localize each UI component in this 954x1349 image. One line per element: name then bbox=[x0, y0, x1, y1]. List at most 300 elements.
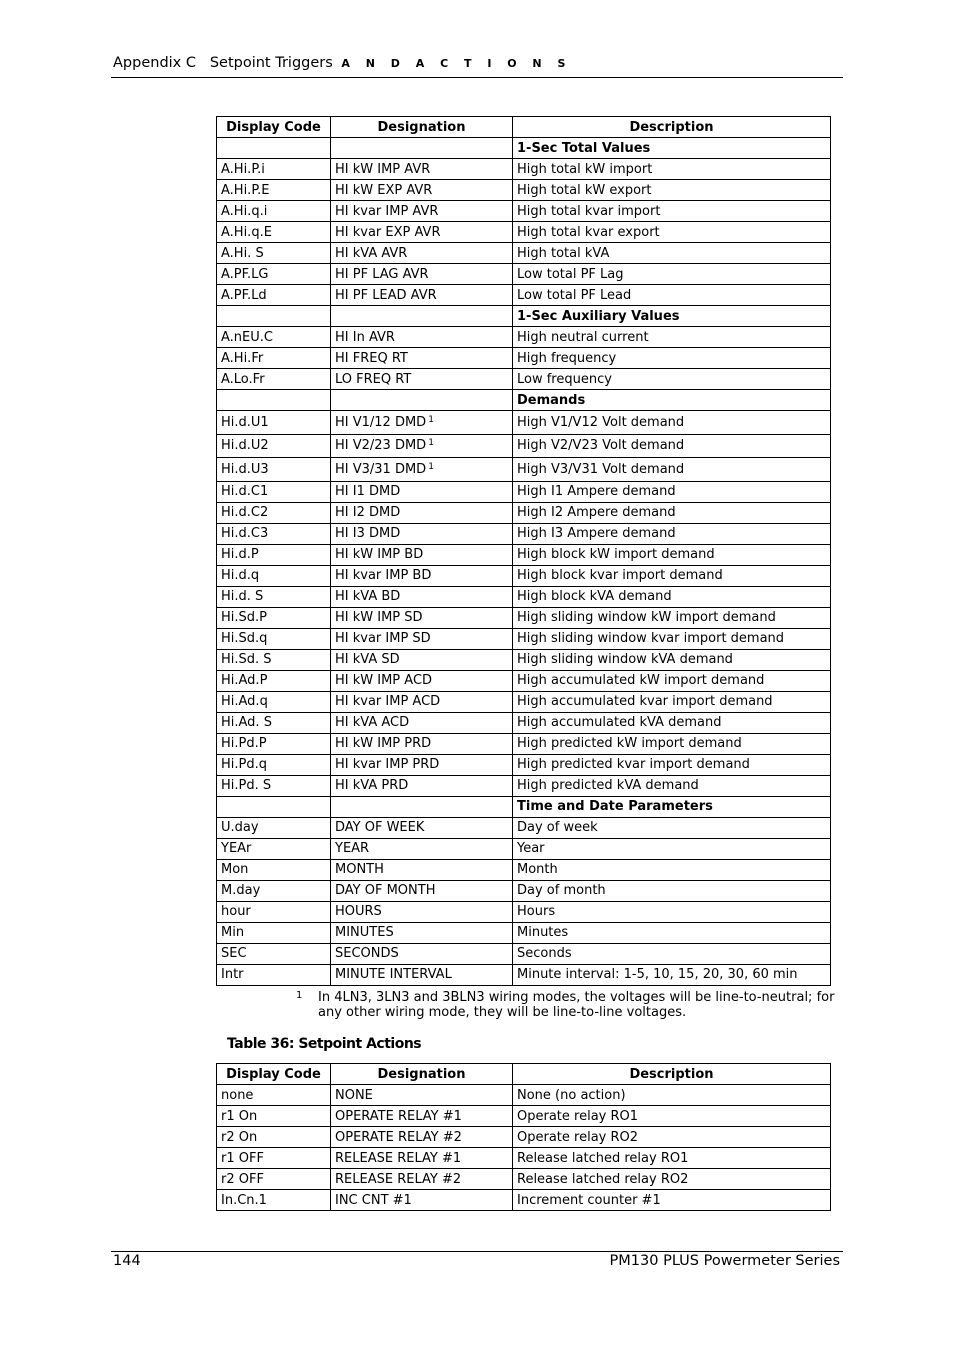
description-cell-text: Release latched relay RO2 bbox=[517, 1171, 689, 1187]
description-cell-text: High sliding window kW import demand bbox=[517, 610, 776, 625]
description-cell bbox=[513, 565, 831, 586]
description-cell bbox=[513, 458, 831, 482]
display-code-cell-text: Hi.Pd.q bbox=[221, 757, 267, 772]
designation-cell-text: HI V2/23 DMD bbox=[335, 438, 427, 454]
description-cell bbox=[513, 670, 831, 691]
table-row bbox=[217, 922, 831, 943]
description-cell-text: High V1/V12 Volt demand bbox=[517, 414, 685, 430]
display-code-cell-text: A.PF.LG bbox=[221, 266, 269, 282]
table-row bbox=[217, 817, 831, 838]
description-cell-text: High V2/V23 Volt demand bbox=[517, 438, 685, 454]
description-cell-text: High I2 Ampere demand bbox=[517, 505, 676, 520]
display-code-cell bbox=[217, 180, 331, 201]
footnote-mark: 1 bbox=[296, 990, 303, 1001]
table-row bbox=[217, 523, 831, 544]
display-code-cell-text: Hi.d.C2 bbox=[221, 505, 269, 520]
description-cell bbox=[513, 348, 831, 369]
display-code-cell bbox=[217, 628, 331, 649]
header-rule bbox=[111, 77, 843, 78]
designation-cell bbox=[331, 775, 513, 796]
display-code-cell bbox=[217, 411, 331, 435]
display-code-cell-text: A.Lo.Fr bbox=[221, 371, 265, 387]
description-cell-text: High accumulated kvar import demand bbox=[517, 694, 773, 709]
display-code-cell-text: Hi.d. S bbox=[221, 589, 264, 604]
display-code-cell bbox=[217, 1127, 331, 1148]
footnote bbox=[296, 990, 841, 1020]
designation-cell bbox=[331, 1127, 513, 1148]
designation-cell bbox=[331, 964, 513, 985]
description-cell bbox=[513, 796, 831, 817]
designation-cell-text: INC CNT #1 bbox=[335, 1192, 412, 1208]
designation-cell bbox=[331, 754, 513, 775]
display-code-cell-text: A.Hi. S bbox=[221, 245, 264, 261]
description-cell-text: High sliding window kvar import demand bbox=[517, 631, 785, 646]
description-cell bbox=[513, 544, 831, 565]
description-cell-text: Demands bbox=[517, 392, 586, 408]
designation-cell bbox=[331, 306, 513, 327]
display-code-cell-text: Mon bbox=[221, 862, 249, 877]
designation-cell bbox=[331, 523, 513, 544]
table-row bbox=[217, 481, 831, 502]
display-code-cell-text: Hi.d.C3 bbox=[221, 526, 269, 541]
designation-cell bbox=[331, 838, 513, 859]
description-cell bbox=[513, 327, 831, 348]
display-code-cell bbox=[217, 796, 331, 817]
designation-cell bbox=[331, 670, 513, 691]
designation-cell bbox=[331, 434, 513, 458]
designation-cell bbox=[331, 628, 513, 649]
designation-cell-text: HI kVA SD bbox=[335, 652, 400, 667]
description-cell bbox=[513, 628, 831, 649]
table-row bbox=[217, 243, 831, 264]
designation-cell bbox=[331, 1169, 513, 1190]
description-cell-text: High total kW export bbox=[517, 182, 652, 198]
display-code-cell bbox=[217, 859, 331, 880]
description-cell bbox=[513, 775, 831, 796]
description-cell bbox=[513, 649, 831, 670]
description-cell-text: None (no action) bbox=[517, 1087, 626, 1103]
display-code-cell-text: hour bbox=[221, 904, 251, 919]
description-cell bbox=[513, 306, 831, 327]
table-row bbox=[217, 586, 831, 607]
footnote-ref: 1 bbox=[428, 438, 434, 449]
display-code-cell-text: A.Hi.P.i bbox=[221, 161, 265, 177]
designation-cell-text: DAY OF MONTH bbox=[335, 883, 436, 898]
designation-cell-text: HI kW IMP PRD bbox=[335, 736, 432, 751]
section-row bbox=[217, 138, 831, 159]
section-row bbox=[217, 796, 831, 817]
display-code-cell-text: YEAr bbox=[221, 841, 252, 856]
display-code-cell bbox=[217, 502, 331, 523]
designation-cell bbox=[331, 880, 513, 901]
display-code-cell-text: A.Hi.q.i bbox=[221, 203, 268, 219]
description-cell-text: High I1 Ampere demand bbox=[517, 484, 676, 499]
display-code-cell-text: Hi.d.q bbox=[221, 568, 260, 583]
designation-cell-text: SECONDS bbox=[335, 946, 399, 961]
display-code-cell bbox=[217, 1190, 331, 1211]
description-cell bbox=[513, 1169, 831, 1190]
designation-cell bbox=[331, 922, 513, 943]
display-code-cell bbox=[217, 458, 331, 482]
display-code-cell bbox=[217, 306, 331, 327]
display-code-cell bbox=[217, 586, 331, 607]
designation-cell bbox=[331, 901, 513, 922]
table-row bbox=[217, 502, 831, 523]
display-code-cell-text: Hi.Sd. S bbox=[221, 652, 272, 667]
description-cell-text: Month bbox=[517, 862, 558, 877]
display-code-cell-text: M.day bbox=[221, 883, 261, 898]
description-cell bbox=[513, 434, 831, 458]
description-cell bbox=[513, 691, 831, 712]
designation-cell bbox=[331, 180, 513, 201]
description-cell bbox=[513, 523, 831, 544]
table-row bbox=[217, 838, 831, 859]
description-cell bbox=[513, 180, 831, 201]
table-row bbox=[217, 1190, 831, 1211]
designation-cell-text: RELEASE RELAY #1 bbox=[335, 1150, 462, 1166]
description-cell bbox=[513, 201, 831, 222]
footnote-text: In 4LN3, 3LN3 and 3BLN3 wiring modes, the voltages will be line-to-neutral; for any other wiring mode, they will be line-to-line voltages. bbox=[318, 990, 835, 1020]
column-header-display-code: Display Code bbox=[217, 1064, 331, 1085]
display-code-cell-text: r1 On bbox=[221, 1108, 258, 1124]
display-code-cell bbox=[217, 327, 331, 348]
table-row bbox=[217, 607, 831, 628]
designation-cell-text: HI PF LAG AVR bbox=[335, 266, 429, 282]
table-row bbox=[217, 628, 831, 649]
designation-cell bbox=[331, 285, 513, 306]
designation-cell bbox=[331, 159, 513, 180]
description-cell-text: Seconds bbox=[517, 946, 572, 961]
table-row bbox=[217, 859, 831, 880]
display-code-cell-text: Hi.Pd.P bbox=[221, 736, 267, 751]
display-code-cell-text: Hi.Sd.q bbox=[221, 631, 268, 646]
description-cell bbox=[513, 481, 831, 502]
display-code-cell-text: A.Hi.q.E bbox=[221, 224, 272, 240]
table-row bbox=[217, 201, 831, 222]
designation-cell-text: YEAR bbox=[335, 841, 370, 856]
designation-cell bbox=[331, 502, 513, 523]
designation-cell-text: DAY OF WEEK bbox=[335, 820, 425, 835]
description-cell-text: High predicted kW import demand bbox=[517, 736, 742, 751]
designation-cell bbox=[331, 243, 513, 264]
display-code-cell bbox=[217, 369, 331, 390]
designation-cell-text: HI kW EXP AVR bbox=[335, 182, 433, 198]
display-code-cell-text: In.Cn.1 bbox=[221, 1192, 267, 1208]
description-cell-text: High frequency bbox=[517, 350, 617, 366]
designation-cell-text: HI FREQ RT bbox=[335, 350, 408, 366]
designation-cell-text: HI kvar IMP BD bbox=[335, 568, 432, 583]
table-row bbox=[217, 544, 831, 565]
table-row bbox=[217, 880, 831, 901]
description-cell bbox=[513, 159, 831, 180]
designation-cell-text: HI kvar EXP AVR bbox=[335, 224, 441, 240]
display-code-cell bbox=[217, 775, 331, 796]
display-code-cell-text: r1 OFF bbox=[221, 1150, 264, 1166]
designation-cell-text: HI kvar IMP ACD bbox=[335, 694, 441, 709]
designation-cell-text: HI kvar IMP AVR bbox=[335, 203, 439, 219]
description-cell bbox=[513, 1190, 831, 1211]
designation-cell bbox=[331, 712, 513, 733]
description-cell-text: High block kvar import demand bbox=[517, 568, 723, 583]
designation-cell-text: HI I3 DMD bbox=[335, 526, 401, 541]
designation-cell bbox=[331, 327, 513, 348]
designation-cell bbox=[331, 859, 513, 880]
description-cell bbox=[513, 138, 831, 159]
description-cell-text: Increment counter #1 bbox=[517, 1192, 661, 1208]
designation-cell-text: HI I1 DMD bbox=[335, 484, 401, 499]
display-code-cell-text: Min bbox=[221, 925, 245, 940]
description-cell-text: Year bbox=[517, 841, 545, 856]
description-cell-text: High V3/V31 Volt demand bbox=[517, 461, 685, 477]
designation-cell bbox=[331, 458, 513, 482]
description-cell-text: High accumulated kVA demand bbox=[517, 715, 722, 730]
table-row bbox=[217, 733, 831, 754]
display-code-cell bbox=[217, 201, 331, 222]
table-row bbox=[217, 1085, 831, 1106]
display-code-cell-text: Hi.d.P bbox=[221, 547, 259, 562]
description-cell-text: Operate relay RO1 bbox=[517, 1108, 639, 1124]
display-code-cell-text: Hi.Ad.P bbox=[221, 673, 268, 688]
display-code-cell bbox=[217, 481, 331, 502]
designation-cell-text: RELEASE RELAY #2 bbox=[335, 1171, 462, 1187]
description-cell-text: Operate relay RO2 bbox=[517, 1129, 639, 1145]
designation-cell-text: HI kVA PRD bbox=[335, 778, 409, 793]
designation-cell bbox=[331, 1085, 513, 1106]
description-cell-text: 1-Sec Auxiliary Values bbox=[517, 308, 680, 324]
display-code-cell bbox=[217, 434, 331, 458]
table-row bbox=[217, 964, 831, 985]
table-caption: Table 36: Setpoint Actions bbox=[227, 1036, 422, 1052]
description-cell bbox=[513, 1148, 831, 1169]
display-code-cell bbox=[217, 523, 331, 544]
table-header-row bbox=[217, 117, 831, 138]
display-code-cell bbox=[217, 901, 331, 922]
display-code-cell-text: Hi.Ad.q bbox=[221, 694, 268, 709]
display-code-cell bbox=[217, 565, 331, 586]
display-code-cell bbox=[217, 285, 331, 306]
setpoint-triggers-table bbox=[216, 116, 831, 986]
display-code-cell-text: Intr bbox=[221, 967, 244, 982]
description-cell-text: High total kVA bbox=[517, 245, 610, 261]
description-cell-text: High I3 Ampere demand bbox=[517, 526, 676, 541]
display-code-cell-text: r2 On bbox=[221, 1129, 258, 1145]
designation-cell bbox=[331, 390, 513, 411]
table-header-row bbox=[217, 1064, 831, 1085]
designation-cell bbox=[331, 369, 513, 390]
designation-cell-text: HI kVA BD bbox=[335, 589, 401, 604]
description-cell-text: Day of month bbox=[517, 883, 606, 898]
display-code-cell bbox=[217, 390, 331, 411]
description-cell-text: High block kW import demand bbox=[517, 547, 715, 562]
table-row bbox=[217, 434, 831, 458]
designation-cell-text: HI In AVR bbox=[335, 329, 395, 345]
description-cell bbox=[513, 285, 831, 306]
column-header-description: Description bbox=[513, 117, 831, 138]
designation-cell bbox=[331, 222, 513, 243]
designation-cell bbox=[331, 733, 513, 754]
column-header-display-code: Display Code bbox=[217, 117, 331, 138]
description-cell bbox=[513, 859, 831, 880]
display-code-cell bbox=[217, 607, 331, 628]
display-code-cell bbox=[217, 1169, 331, 1190]
description-cell-text: Day of week bbox=[517, 820, 598, 835]
display-code-cell bbox=[217, 649, 331, 670]
table-row bbox=[217, 348, 831, 369]
designation-cell bbox=[331, 481, 513, 502]
table-row bbox=[217, 901, 831, 922]
display-code-cell bbox=[217, 1148, 331, 1169]
footnote-ref: 1 bbox=[428, 461, 434, 472]
description-cell bbox=[513, 754, 831, 775]
page-header bbox=[113, 55, 571, 71]
designation-cell bbox=[331, 264, 513, 285]
display-code-cell-text: r2 OFF bbox=[221, 1171, 264, 1187]
table-row bbox=[217, 565, 831, 586]
description-cell bbox=[513, 1127, 831, 1148]
description-cell bbox=[513, 264, 831, 285]
page-number: 144 bbox=[113, 1253, 141, 1269]
designation-cell bbox=[331, 817, 513, 838]
description-cell bbox=[513, 964, 831, 985]
footer-rule bbox=[111, 1251, 843, 1252]
designation-cell-text: HI kVA AVR bbox=[335, 245, 408, 261]
display-code-cell bbox=[217, 243, 331, 264]
designation-cell-text: HI kW IMP ACD bbox=[335, 673, 433, 688]
setpoint-actions-table bbox=[216, 1063, 831, 1211]
description-cell bbox=[513, 1106, 831, 1127]
display-code-cell-text: none bbox=[221, 1087, 254, 1103]
display-code-cell bbox=[217, 348, 331, 369]
display-code-cell bbox=[217, 880, 331, 901]
display-code-cell-text: Hi.d.U2 bbox=[221, 438, 269, 454]
designation-cell bbox=[331, 138, 513, 159]
table-row bbox=[217, 327, 831, 348]
designation-cell bbox=[331, 1148, 513, 1169]
table-row bbox=[217, 1169, 831, 1190]
designation-cell-text: HI kvar IMP SD bbox=[335, 631, 431, 646]
display-code-cell-text: Hi.d.C1 bbox=[221, 484, 269, 499]
designation-cell-text: HI kW IMP AVR bbox=[335, 161, 431, 177]
display-code-cell-text: Hi.Sd.P bbox=[221, 610, 267, 625]
description-cell bbox=[513, 1085, 831, 1106]
display-code-cell bbox=[217, 670, 331, 691]
table-row bbox=[217, 159, 831, 180]
description-cell bbox=[513, 586, 831, 607]
description-cell bbox=[513, 390, 831, 411]
header-title: Setpoint Triggers bbox=[209, 55, 333, 71]
designation-cell-text: MONTH bbox=[335, 862, 384, 877]
display-code-cell-text: A.nEU.C bbox=[221, 329, 273, 345]
description-cell bbox=[513, 733, 831, 754]
table-row bbox=[217, 691, 831, 712]
table-row bbox=[217, 180, 831, 201]
product-series: PM130 PLUS Powermeter Series bbox=[609, 1253, 840, 1269]
display-code-cell bbox=[217, 922, 331, 943]
designation-cell-text: HI kW IMP SD bbox=[335, 610, 423, 625]
display-code-cell bbox=[217, 1085, 331, 1106]
display-code-cell-text: SEC bbox=[221, 946, 247, 961]
description-cell bbox=[513, 502, 831, 523]
description-cell bbox=[513, 880, 831, 901]
designation-cell-text: HI kvar IMP PRD bbox=[335, 757, 440, 772]
designation-cell bbox=[331, 649, 513, 670]
designation-cell bbox=[331, 411, 513, 435]
display-code-cell bbox=[217, 544, 331, 565]
header-subtitle: A N D A C T I O N S bbox=[341, 57, 572, 70]
display-code-cell-text: A.Hi.Fr bbox=[221, 350, 264, 366]
designation-cell-text: OPERATE RELAY #2 bbox=[335, 1129, 462, 1145]
designation-cell-text: HI V1/12 DMD bbox=[335, 414, 427, 430]
description-cell-text: Minutes bbox=[517, 925, 569, 940]
designation-cell bbox=[331, 607, 513, 628]
description-cell-text: High total kvar import bbox=[517, 203, 661, 219]
table-row bbox=[217, 458, 831, 482]
footnote-ref: 1 bbox=[428, 414, 434, 425]
description-cell-text: Hours bbox=[517, 904, 556, 919]
designation-cell-text: HI I2 DMD bbox=[335, 505, 401, 520]
display-code-cell bbox=[217, 712, 331, 733]
display-code-cell bbox=[217, 691, 331, 712]
display-code-cell bbox=[217, 138, 331, 159]
description-cell bbox=[513, 817, 831, 838]
description-cell bbox=[513, 243, 831, 264]
display-code-cell-text: A.Hi.P.E bbox=[221, 182, 270, 198]
display-code-cell bbox=[217, 943, 331, 964]
designation-cell-text: NONE bbox=[335, 1087, 373, 1103]
table-row bbox=[217, 943, 831, 964]
description-cell bbox=[513, 607, 831, 628]
display-code-cell bbox=[217, 159, 331, 180]
description-cell bbox=[513, 712, 831, 733]
designation-cell-text: HI kW IMP BD bbox=[335, 547, 424, 562]
table-row bbox=[217, 649, 831, 670]
table-row bbox=[217, 285, 831, 306]
description-cell-text: High neutral current bbox=[517, 329, 649, 345]
designation-cell bbox=[331, 565, 513, 586]
display-code-cell bbox=[217, 264, 331, 285]
description-cell bbox=[513, 222, 831, 243]
display-code-cell-text: Hi.d.U1 bbox=[221, 414, 269, 430]
column-header-designation: Designation bbox=[331, 1064, 513, 1085]
description-cell-text: High block kVA demand bbox=[517, 589, 672, 604]
description-cell-text: Time and Date Parameters bbox=[517, 799, 713, 814]
designation-cell-text: MINUTES bbox=[335, 925, 394, 940]
description-cell bbox=[513, 838, 831, 859]
designation-cell bbox=[331, 201, 513, 222]
column-header-description: Description bbox=[513, 1064, 831, 1085]
display-code-cell-text: Hi.Ad. S bbox=[221, 715, 272, 730]
description-cell bbox=[513, 369, 831, 390]
appendix-label: Appendix C bbox=[113, 55, 196, 71]
table-row bbox=[217, 754, 831, 775]
description-cell-text: Release latched relay RO1 bbox=[517, 1150, 689, 1166]
description-cell-text: High total kvar export bbox=[517, 224, 660, 240]
designation-cell bbox=[331, 544, 513, 565]
table-row bbox=[217, 670, 831, 691]
table-row bbox=[217, 1148, 831, 1169]
designation-cell bbox=[331, 1106, 513, 1127]
designation-cell bbox=[331, 943, 513, 964]
section-row bbox=[217, 306, 831, 327]
description-cell bbox=[513, 901, 831, 922]
display-code-cell bbox=[217, 222, 331, 243]
section-row bbox=[217, 390, 831, 411]
description-cell-text: 1-Sec Total Values bbox=[517, 140, 651, 156]
description-cell bbox=[513, 411, 831, 435]
table-row bbox=[217, 369, 831, 390]
display-code-cell-text: A.PF.Ld bbox=[221, 287, 267, 303]
description-cell bbox=[513, 922, 831, 943]
